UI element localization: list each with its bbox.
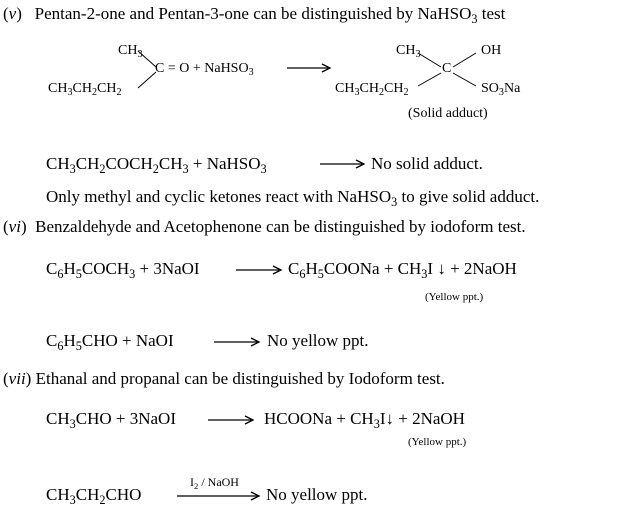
v-r1-product-center: C: [442, 61, 452, 76]
section-vii-heading: (vii) Ethanal and propanal can be distinguished by Iodoform test.: [3, 369, 445, 388]
vii-r2-reagent: $I_2$ / NaOH: [190, 475, 239, 491]
section-vi-heading: (vi) Benzaldehyde and Acetophenone can be distinguished by iodoform test.: [3, 217, 526, 236]
section-v-note-subscript: 3: [391, 194, 398, 209]
v-r1-product-top-left: $CH_3$: [396, 43, 421, 61]
section-v-heading: (v) Pentan-2-one and Pentan-3-one can be distinguished by NaHSO$_3$ test: [3, 4, 506, 26]
vii-r1-rhs: HCOONa + $CH_3I↓$ + 2NaOH: [264, 409, 465, 431]
vi-r1-note: (Yellow ppt.): [425, 291, 484, 303]
section-v-heading-text: Pentan-2-one and Pentan-3-one can be distinguished by NaHSO: [34, 4, 472, 23]
vi-r2-lhs: $C_6H_5CHO$ + NaOI: [46, 331, 174, 353]
section-v-number: v: [8, 4, 17, 23]
section-v-note-end: to give solid adduct.: [397, 187, 540, 206]
section-vi-heading-text: Benzaldehyde and Acetophenone can be distinguished by iodoform test.: [35, 217, 526, 236]
v-r1-product-note: (Solid adduct): [408, 106, 488, 121]
v-r1-reactant-top: $CH_3$: [118, 43, 143, 61]
vii-r1-lhs: $CH_3CHO$ + 3NaOI: [46, 409, 176, 431]
section-v-note-text: Only methyl and cyclic ketones react with NaHSO: [46, 187, 392, 206]
section-v-heading-subscript: 3: [471, 11, 478, 26]
vi-r1-lhs: $C_6H_5COCH_3$ + 3NaOI: [46, 259, 200, 281]
vi-r1-rhs: $C_6H_5COONa + CH_3I$ ↓ + 2NaOH: [288, 259, 517, 281]
v-r2-rhs: No solid adduct.: [371, 154, 483, 173]
v-r1-product-bottom-right: $SO_3Na$: [481, 81, 521, 99]
vii-r2-rhs: No yellow ppt.: [266, 485, 368, 504]
vii-r1-note: (Yellow ppt.): [408, 436, 467, 448]
section-vii-heading-text: Ethanal and propanal can be distinguished by Iodoform test.: [35, 369, 445, 388]
section-v-heading-end: test: [477, 4, 506, 23]
vi-r2-rhs: No yellow ppt.: [267, 331, 369, 350]
vii-r2-lhs: $CH_3CH_2CHO$: [46, 485, 142, 507]
v-r1-product-top-right: OH: [481, 43, 502, 58]
v-r1-reactant-carbonyl: C = O + NaHSO$_3$: [155, 61, 254, 79]
section-v-note: [46, 187, 539, 207]
section-vii-number: vii: [8, 369, 26, 388]
v-r1-product-bottom-left: $CH_3CH_2CH_2$: [335, 81, 409, 99]
v-r1-reactant-bottom: $CH_3CH_2CH_2$: [48, 81, 122, 99]
v-r2-lhs: $CH_3CH_2COCH_2CH_3$ + NaHSO$_3$: [46, 154, 267, 176]
section-vi-number: vi: [8, 217, 21, 236]
